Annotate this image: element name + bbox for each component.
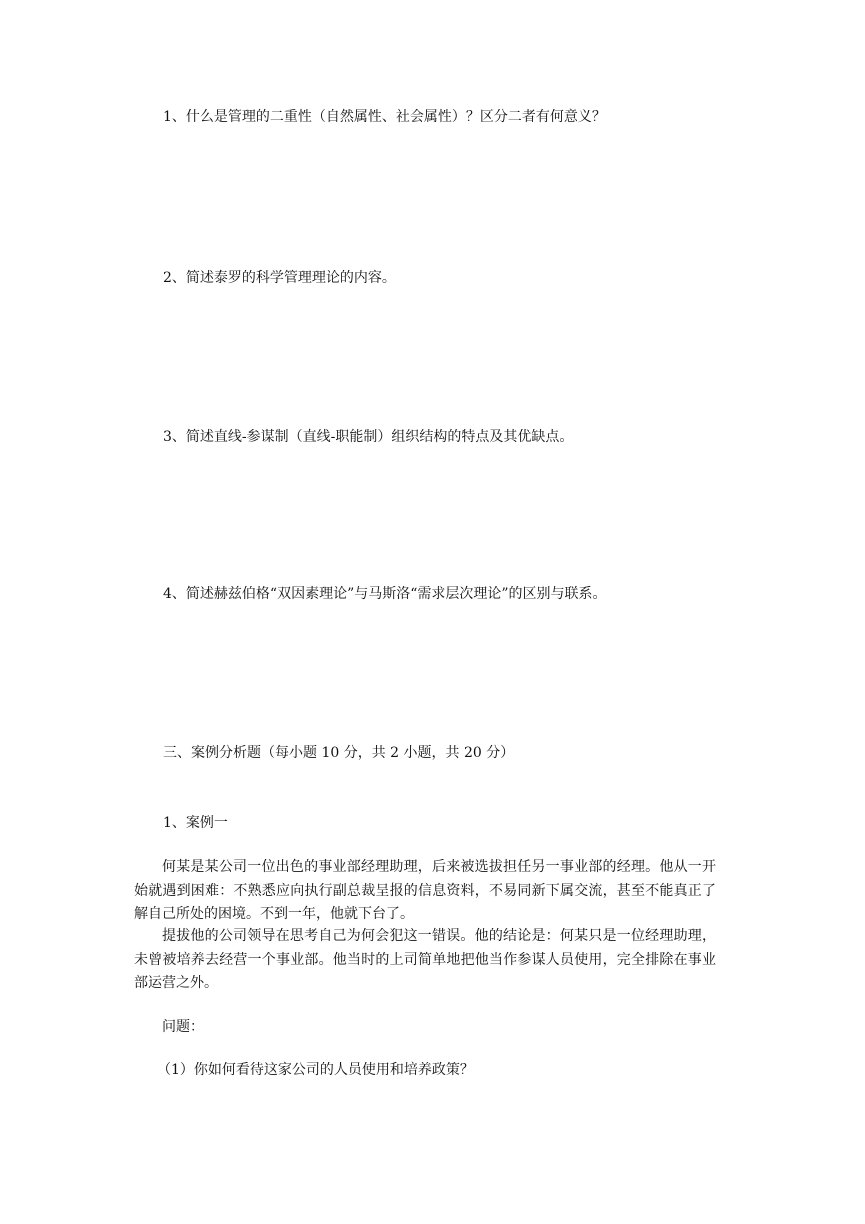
case-title: 1、案例一 [163,815,228,831]
case-paragraph-2: 提拔他的公司领导在思考自己为何会犯这一错误。他的结论是：何某只是一位经理助理，未曾被培养去经营一个事业部。他当时的上司简单地把他当作参谋人员使用，完全排除在事业部运营之外。 [134,928,716,991]
case-question-label: 问题： [162,1019,204,1035]
section-heading: 三、案例分析题（每小题 10 分，共 2 小题，共 20 分） [163,745,515,761]
question-4: 4、简述赫兹伯格“双因素理论”与马斯洛“需求层次理论”的区别与联系。 [163,586,607,602]
question-3: 3、简述直线-参谋制（直线-职能制）组织结构的特点及其优缺点。 [163,429,574,445]
question-1: 1、什么是管理的二重性（自然属性、社会属性）？区分二者有何意义？ [163,109,606,125]
question-2: 2、简述泰罗的科学管理理论的内容。 [163,270,396,286]
case-sub-question-1: （1）你如何看待这家公司的人员使用和培养政策？ [157,1062,474,1078]
case-paragraph-1: 何某是某公司一位出色的事业部经理助理，后来被选拔担任另一事业部的经理。他从一开始就遇到困难：不熟悉应向执行副总裁呈报的信息资料，不易同新下属交流，甚至不能真正了解自己所处的困境。不到一年，他就下台了。 [134,859,716,922]
